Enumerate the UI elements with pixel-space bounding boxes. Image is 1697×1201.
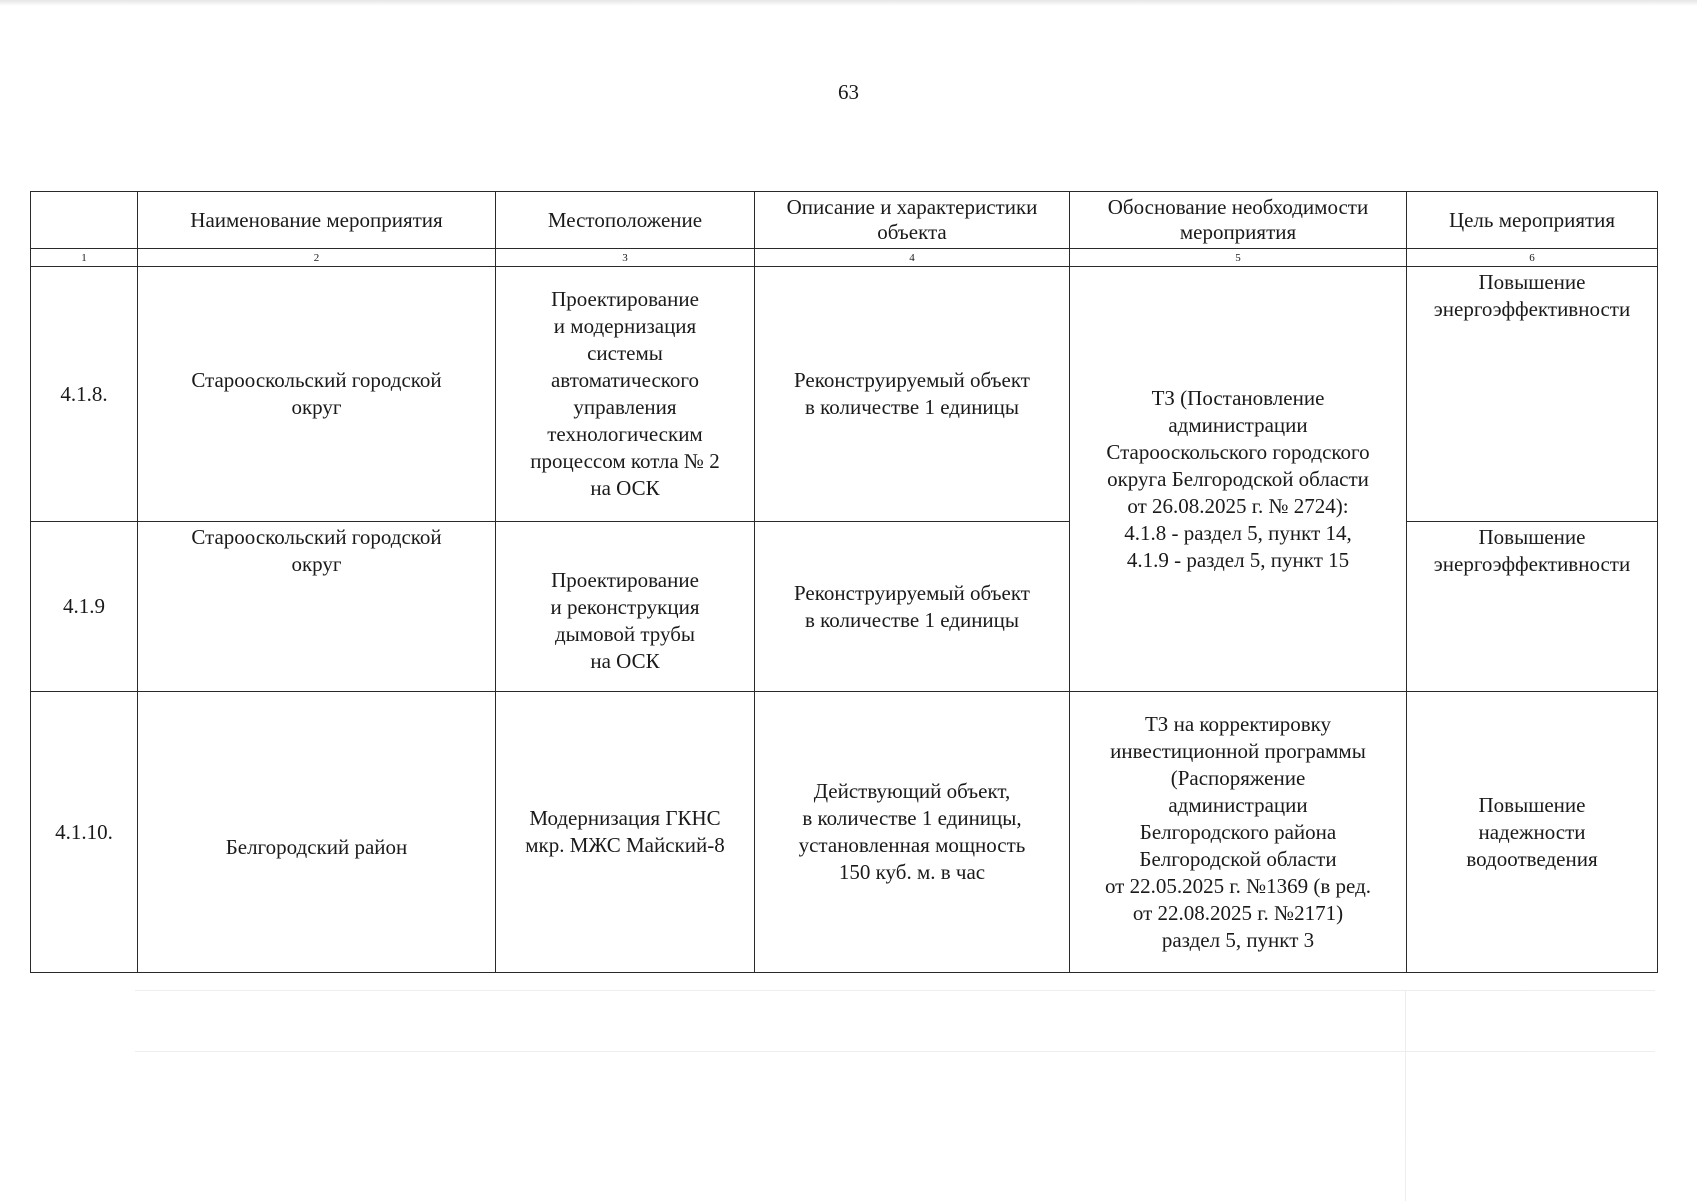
measure-name: Белгородский район [138, 692, 496, 973]
column-number: 6 [1407, 249, 1658, 267]
measure-goal: Повышение надежности водоотведения [1407, 692, 1658, 973]
table-row [31, 267, 1658, 522]
measures-table [30, 191, 1658, 973]
header-cell-name: Наименование мероприятия [138, 192, 496, 249]
bleed-through-shadow [135, 990, 1655, 1201]
column-number: 4 [755, 249, 1070, 267]
measure-location: Проектирование и модернизация системы автоматического управления технологическим процессом котла № 2 на ОСК [496, 267, 755, 522]
column-number: 3 [496, 249, 755, 267]
measure-description: Действующий объект, в количестве 1 единицы, установленная мощность 150 куб. м. в час [755, 692, 1070, 973]
table-row [31, 692, 1658, 973]
measure-location: Проектирование и реконструкция дымовой трубы на ОСК [496, 522, 755, 692]
row-number: 4.1.10. [31, 692, 138, 973]
scan-top-edge [0, 0, 1697, 6]
measure-justification: ТЗ на корректировку инвестиционной программы (Распоряжение администрации Белгородского района Белгородской области от 22.05.2025 г. №1369 (в ред. от 22.08.2025 г. №2171) раздел 5, пункт 3 [1070, 692, 1407, 973]
column-number: 1 [31, 249, 138, 267]
header-cell-goal: Цель мероприятия [1407, 192, 1658, 249]
table-header-row [31, 192, 1658, 249]
measure-description: Реконструируемый объект в количестве 1 единицы [755, 522, 1070, 692]
column-number: 5 [1070, 249, 1407, 267]
header-cell-justification: Обоснование необходимости мероприятия [1070, 192, 1407, 249]
measure-goal: Повышение энергоэффективности [1407, 267, 1658, 522]
page-number: 63 [838, 80, 859, 104]
column-number: 2 [138, 249, 496, 267]
measure-name: Старооскольский городской округ [138, 267, 496, 522]
header-cell-description: Описание и характеристики объекта [755, 192, 1070, 249]
measure-justification: ТЗ (Постановление администрации Старооскольского городского округа Белгородской области от 26.08.2025 г. № 2724): 4.1.8 - раздел 5, пункт 14, 4.1.9 - раздел 5, пункт 15 [1070, 267, 1407, 692]
measure-goal: Повышение энергоэффективности [1407, 522, 1658, 692]
row-number: 4.1.9 [31, 522, 138, 692]
measure-location: Модернизация ГКНС мкр. МЖС Майский-8 [496, 692, 755, 973]
measure-description: Реконструируемый объект в количестве 1 единицы [755, 267, 1070, 522]
header-cell-location: Местоположение [496, 192, 755, 249]
header-cell-number [31, 192, 138, 249]
table-row [31, 522, 1658, 692]
column-number-row [31, 249, 1658, 267]
measure-name: Старооскольский городской округ [138, 522, 496, 692]
row-number: 4.1.8. [31, 267, 138, 522]
